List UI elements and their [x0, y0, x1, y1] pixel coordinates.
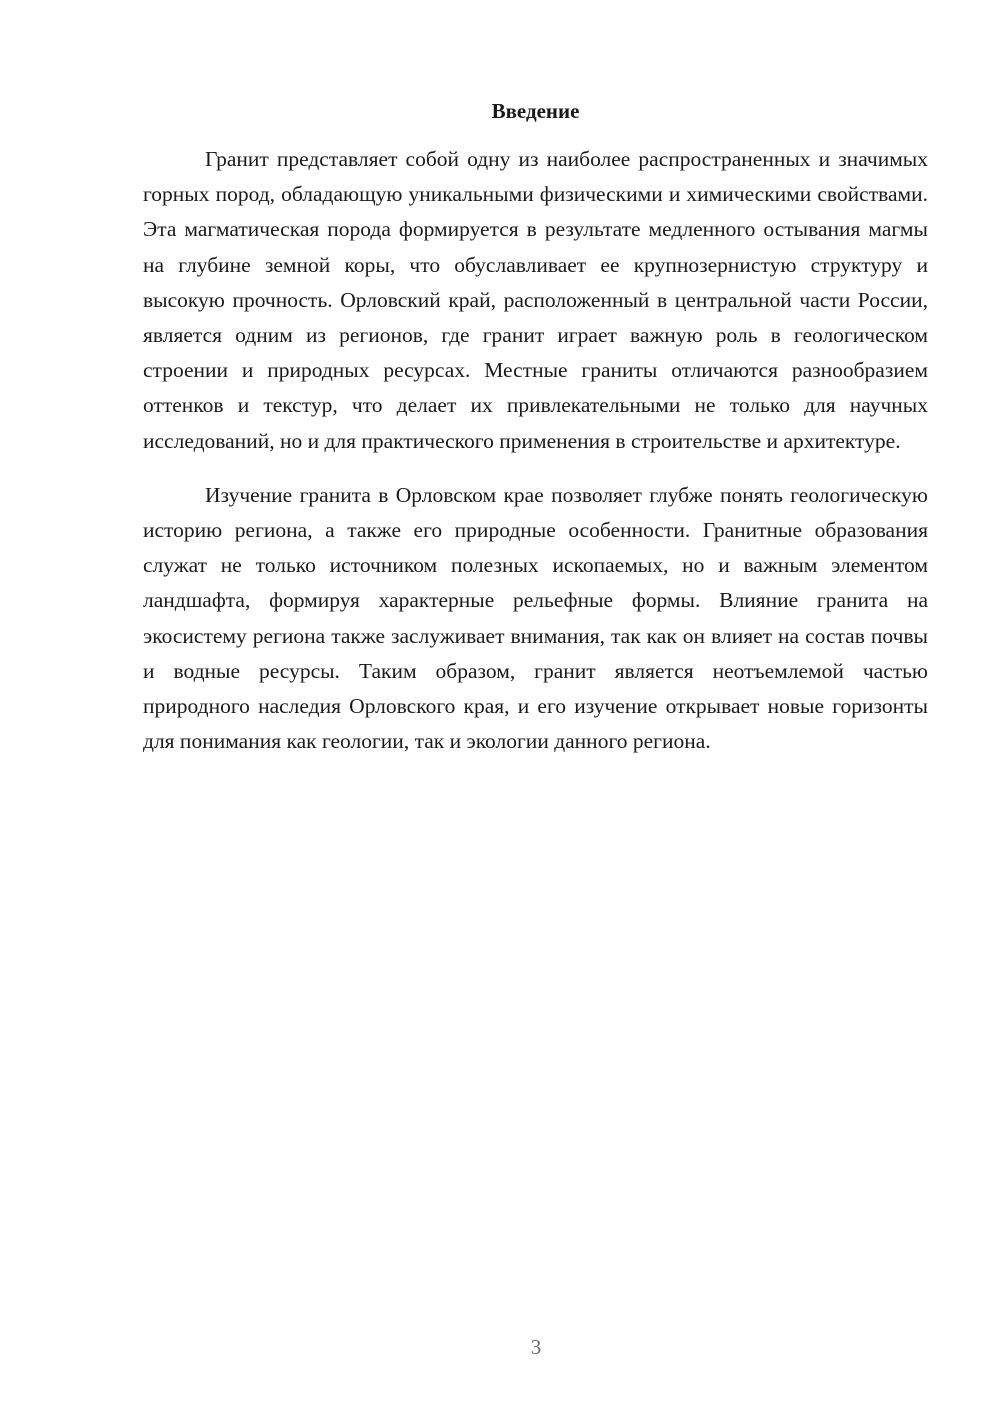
- section-heading: Введение: [491, 99, 580, 123]
- page-number: 3: [530, 1335, 542, 1359]
- paragraph-2: Изучение гранита в Орловском крае позволяет глубже понять геологическую историю региона, а также его природные особенности. Гранитные образования служат не только источником полезных ископаемых, но и важным элементом ландшафта, формируя характерные рельефные формы. Влияние гранита на экосистему региона также заслуживает внимания, так как он влияет на состав почвы и водные ресурсы. Таким образом, гранит является неотъемлемой частью природного наследия Орловского края, и его изучение открывает новые горизонты для понимания как геологии, так и экологии данного региона.: [143, 482, 928, 754]
- paragraph-1: Гранит представляет собой одну из наиболее распространенных и значимых горных пород, обладающую уникальными физическими и химическими свойствами. Эта магматическая порода формируется в результате медленного остывания магмы на глубине земной коры, что обуславливает ее крупнозернистую структуру и высокую прочность. Орловский край, расположенный в центральной части России, является одним из регионов, где гранит играет важную роль в геологическом строении и природных ресурсах. Местные граниты отличаются разнообразием оттенков и текстур, что делает их привлекательными не только для научных исследований, но и для практического применения в строительстве и архитектуре.: [143, 147, 928, 453]
- body-text: [143, 142, 928, 759]
